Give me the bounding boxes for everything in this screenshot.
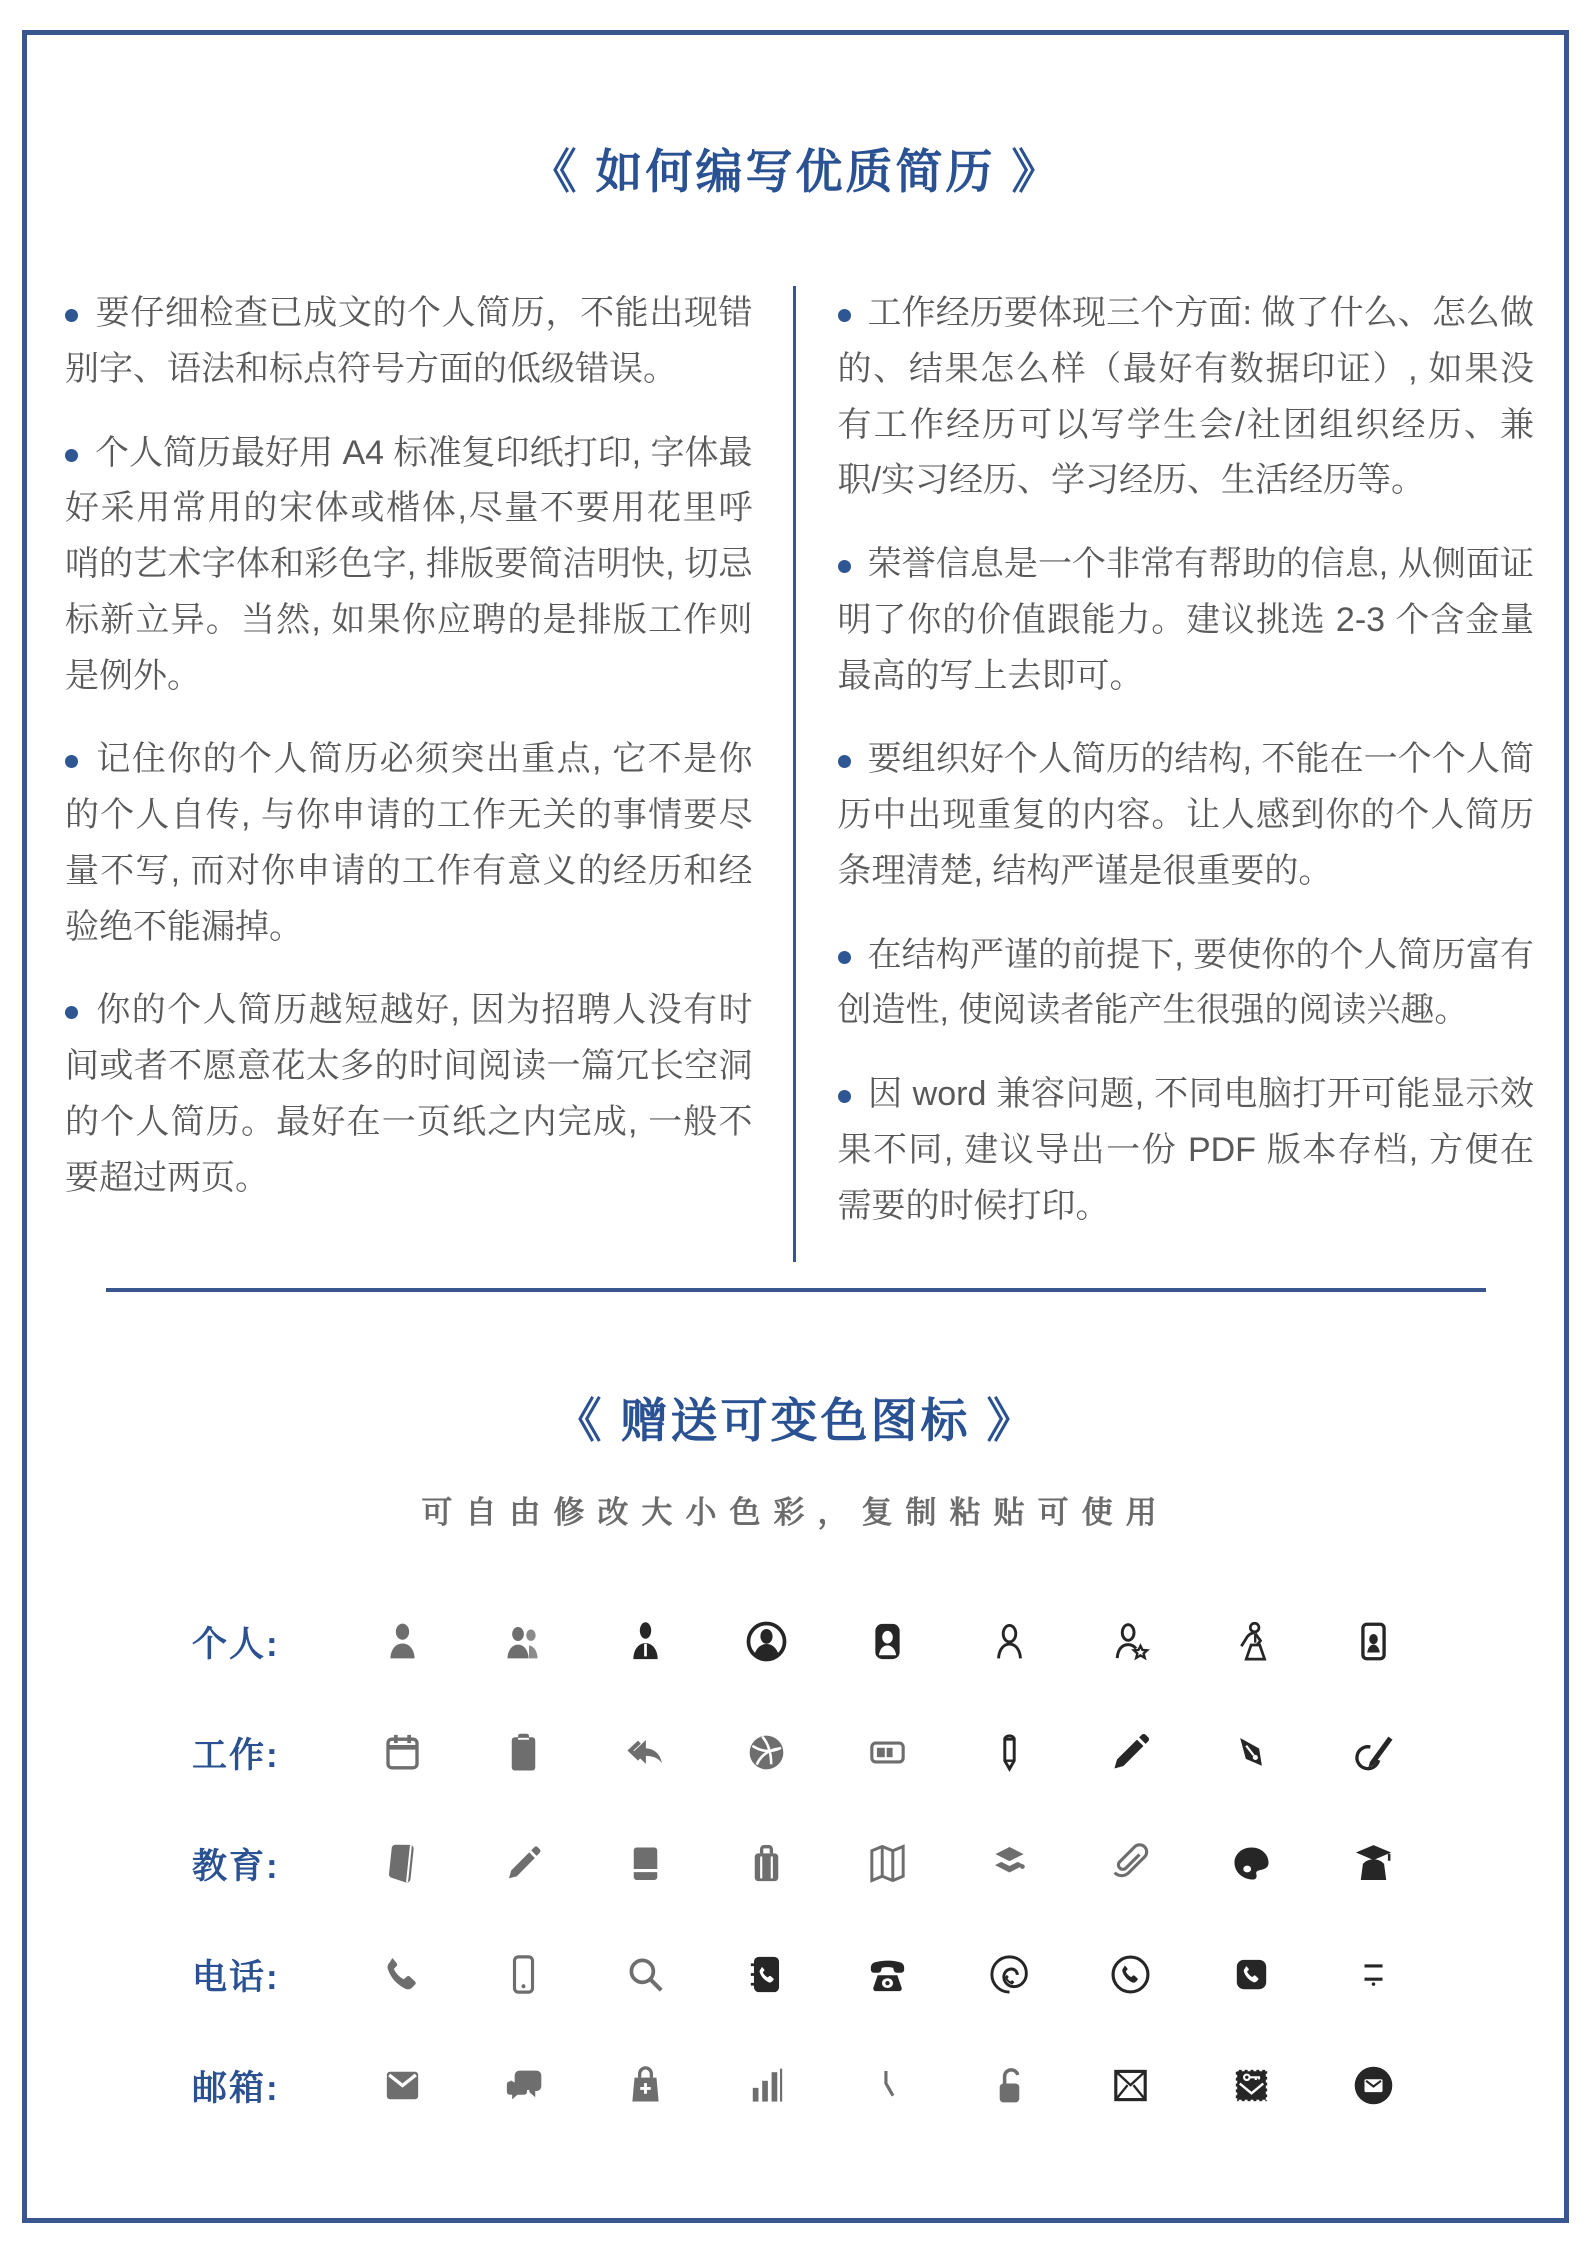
icon-row-email xyxy=(192,2030,1434,2141)
row-label-work: 工作: xyxy=(192,1735,280,1775)
tips-columns xyxy=(27,286,1564,1262)
icon-grid xyxy=(192,1586,1434,2141)
calendar-icon xyxy=(342,1729,463,1776)
envelope-circle-icon xyxy=(1313,2062,1434,2109)
tip-paragraph: 荣誉信息是一个非常有帮助的信息, 从侧面证明了你的价值跟能力。建议挑选 2-3 个含金量最高的写上去即可。 xyxy=(838,537,1535,704)
icon-set-email xyxy=(342,2062,1434,2109)
row-label-personal: 个人: xyxy=(192,1624,280,1664)
user-silhouette-icon xyxy=(342,1618,463,1665)
user-circle-icon xyxy=(706,1618,827,1665)
reply-arrows-icon xyxy=(585,1729,706,1776)
tip-paragraph: 个人简历最好用 A4 标准复印纸打印, 字体最好采用常用的宋体或楷体,尽量不要用花里呼哨的艺术字体和彩色字, 排版要简洁明快, 切忌标新立异。当然, 如果你应聘的是排版工作则是例外。 xyxy=(65,426,753,705)
icon-set-phone xyxy=(342,1951,1434,1998)
pencil-filled-icon xyxy=(1070,1729,1191,1776)
rotary-phone-icon xyxy=(827,1951,948,1998)
icon-row-personal xyxy=(192,1586,1434,1697)
phone-circle-icon xyxy=(1070,1951,1191,1998)
phone-square-icon xyxy=(1191,1951,1312,1998)
phone-cord-icon xyxy=(949,1951,1070,1998)
section-divider xyxy=(106,1288,1486,1292)
tip-paragraph: 你的个人简历越短越好, 因为招聘人没有时间或者不愿意花太多的时间阅读一篇冗长空洞的个人简历。最好在一页纸之内完成, 一般不要超过两页。 xyxy=(65,983,753,1206)
phone-book-icon xyxy=(706,1951,827,1998)
tip-paragraph: 工作经历要体现三个方面: 做了什么、怎么做的、结果怎么样（最好有数据印证）, 如果没有工作经历可以写学生会/社团组织经历、兼职/实习经历、学习经历、生活经历等。 xyxy=(838,286,1535,509)
pencil-upright-icon xyxy=(949,1729,1070,1776)
bag-plus-icon xyxy=(585,2062,706,2109)
envelope-outline-icon xyxy=(1070,2062,1191,2109)
icon-row-education xyxy=(192,1808,1434,1919)
paperclip-icon xyxy=(1070,1840,1191,1887)
user-badge-icon xyxy=(827,1618,948,1665)
tip-paragraph: 要仔细检查已成文的个人简历，不能出现错别字、语法和标点符号方面的低级错误。 xyxy=(65,286,753,398)
graduate-icon xyxy=(1313,1840,1434,1887)
section2-subtitle: 可自由修改大小色彩，复制粘贴可使用 xyxy=(421,1495,1170,1531)
section1-title: 《 如何编写优质简历 》 xyxy=(529,145,1062,198)
tip-paragraph: 要组织好个人简历的结构, 不能在一个个人简历中出现重复的内容。让人感到你的个人简历条理清楚, 结构严谨是很重要的。 xyxy=(838,732,1535,899)
stamp-key-icon xyxy=(1191,2062,1312,2109)
user-outline-icon xyxy=(949,1618,1070,1665)
dribbble-ball-icon xyxy=(706,1729,827,1776)
eraser-icon xyxy=(585,1840,706,1887)
section2-title: 《 赠送可变色图标 》 xyxy=(554,1394,1037,1448)
smartphone-icon xyxy=(463,1951,584,1998)
book-icon xyxy=(342,1840,463,1887)
icon-row-phone xyxy=(192,1919,1434,2030)
pen-nib-icon xyxy=(1191,1729,1312,1776)
icon-set-personal xyxy=(342,1618,1434,1665)
padlock-open-icon xyxy=(949,2062,1070,2109)
tip-paragraph: 因 word 兼容问题, 不同电脑打开可能显示效果不同, 建议导出一份 PDF 版本存档, 方便在需要的时候打印。 xyxy=(838,1067,1535,1234)
row-label-phone: 电话: xyxy=(192,1957,280,1997)
phone-handset-icon xyxy=(342,1951,463,1998)
tips-left-column xyxy=(27,286,796,1262)
chat-bubbles-icon xyxy=(463,2062,584,2109)
id-card-icon xyxy=(1313,1618,1434,1665)
bar-chart-icon xyxy=(706,2062,827,2109)
tips-right-column xyxy=(796,286,1565,1262)
icon-set-work xyxy=(342,1729,1434,1776)
folded-map-icon xyxy=(827,1840,948,1887)
user-presenting-icon xyxy=(1191,1618,1312,1665)
row-label-education: 教育: xyxy=(192,1846,280,1886)
clipboard-icon xyxy=(463,1729,584,1776)
row-label-email: 邮箱: xyxy=(192,2068,280,2108)
palette-icon xyxy=(1191,1840,1312,1887)
users-group-icon xyxy=(463,1618,584,1665)
document-page xyxy=(27,35,1564,2141)
browser-card-icon xyxy=(827,1729,948,1776)
tip-paragraph: 在结构严谨的前提下, 要使你的个人简历富有创造性, 使阅读者能产生很强的阅读兴趣。 xyxy=(838,928,1535,1040)
ribbon-award-icon xyxy=(949,1840,1070,1887)
user-star-icon xyxy=(1070,1618,1191,1665)
icon-set-education xyxy=(342,1840,1434,1887)
pencil-diagonal-icon xyxy=(463,1840,584,1887)
magnifier-icon xyxy=(585,1951,706,1998)
dial-dashes-icon xyxy=(1313,1951,1434,1998)
suitcase-icon xyxy=(706,1840,827,1887)
tip-paragraph: 记住你的个人简历必须突出重点, 它不是你的个人自传, 与你申请的工作无关的事情要尽量不写, 而对你申请的工作有意义的经历和经验绝不能漏掉。 xyxy=(65,732,753,955)
envelope-filled-icon xyxy=(342,2062,463,2109)
hook-line-icon xyxy=(827,2062,948,2109)
pen-signature-icon xyxy=(1313,1729,1434,1776)
icon-row-work xyxy=(192,1697,1434,1808)
user-tie-icon xyxy=(585,1618,706,1665)
